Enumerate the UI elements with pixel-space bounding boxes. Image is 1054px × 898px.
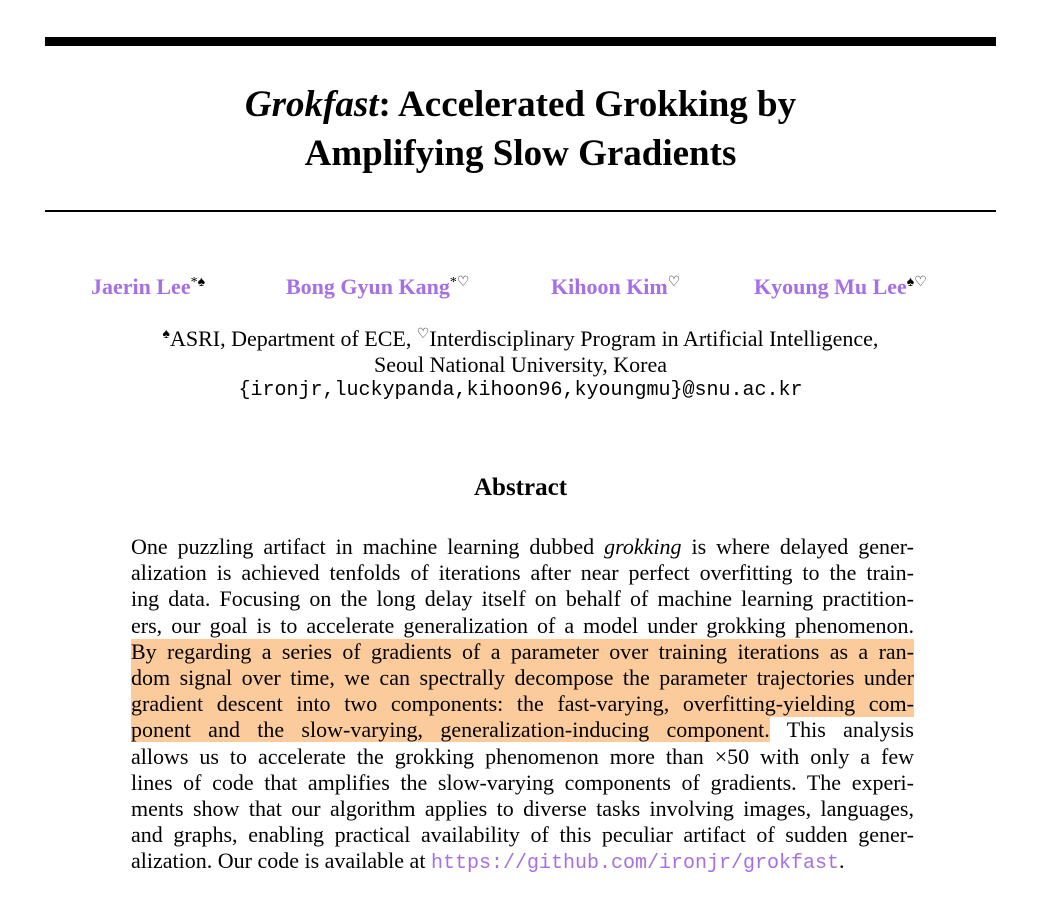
- abstract-highlight: ponent and the slow-varying, generalization-inducing component.: [131, 717, 770, 743]
- abstract-body: [131, 534, 914, 874]
- title-line-1: Grokfast: Accelerated Grokking by: [244, 84, 797, 125]
- author-bong-gyun-kang[interactable]: Bong Gyun Kang*♡: [286, 274, 470, 299]
- abstract-line: ing data. Focusing on the long delay itself on behalf of machine learning practition-: [131, 586, 914, 612]
- author-emails: {ironjr,luckypanda,kihoon96,kyoungmu}@snu.ac.kr: [238, 379, 803, 402]
- affiliation-line-1: ♠ASRI, Department of ECE, ♡Interdisciplinary Program in Artificial Intelligence,: [162, 326, 879, 351]
- title-italic: Grokfast: [244, 84, 379, 125]
- affiliation-line-2: Seoul National University, Korea: [373, 352, 668, 377]
- abstract-line: One puzzling artifact in machine learning dubbed grokking is where delayed gener-: [131, 534, 914, 559]
- author-kihoon-kim[interactable]: Kihoon Kim♡: [551, 274, 681, 299]
- code-repo-link[interactable]: https://github.com/ironjr/grokfast: [430, 852, 840, 876]
- author-list: [0, 274, 1054, 308]
- author-jaerin-lee[interactable]: Jaerin Lee*♠: [91, 274, 206, 299]
- abstract-line: alization. Our code is available at https://github.com/ironjr/grokfast.: [131, 848, 845, 876]
- abstract-highlighted-line: gradient descent into two components: the fast-varying, overfitting-yielding com-: [131, 691, 914, 717]
- title-line-2: Amplifying Slow Gradients: [304, 133, 737, 174]
- abstract-line: ers, our goal is to accelerate generalization of a model under grokking phenomenon.: [131, 612, 914, 638]
- abstract-highlighted-line: dom signal over time, we can spectrally decompose the parameter trajectories under: [131, 664, 914, 690]
- abstract-line: ments show that our algorithm applies to diverse tasks involving images, languages,: [131, 795, 914, 821]
- abstract-line: and graphs, enabling practical availability of this peculiar artifact of sudden gener-: [131, 822, 914, 848]
- abstract-highlighted-line: By regarding a series of gradients of a parameter over training iterations as a ran-: [131, 638, 914, 664]
- abstract-line: lines of code that amplifies the slow-varying components of gradients. The experi-: [131, 769, 914, 795]
- affiliations: [45, 326, 996, 404]
- abstract-heading: Abstract: [473, 474, 568, 501]
- title-top-rule: [45, 37, 996, 46]
- paper-title: [45, 80, 996, 178]
- author-kyoung-mu-lee[interactable]: Kyoung Mu Lee♠♡: [754, 274, 927, 299]
- abstract-line: alization is achieved tenfolds of iterations after near perfect overfitting to the train-: [131, 560, 914, 586]
- abstract-line: ponent and the slow-varying, generalization-inducing component. This analysis: [131, 717, 914, 743]
- title-bottom-rule: [45, 210, 996, 212]
- abstract-line: allows us to accelerate the grokking phenomenon more than ×50 with only a few: [131, 743, 914, 769]
